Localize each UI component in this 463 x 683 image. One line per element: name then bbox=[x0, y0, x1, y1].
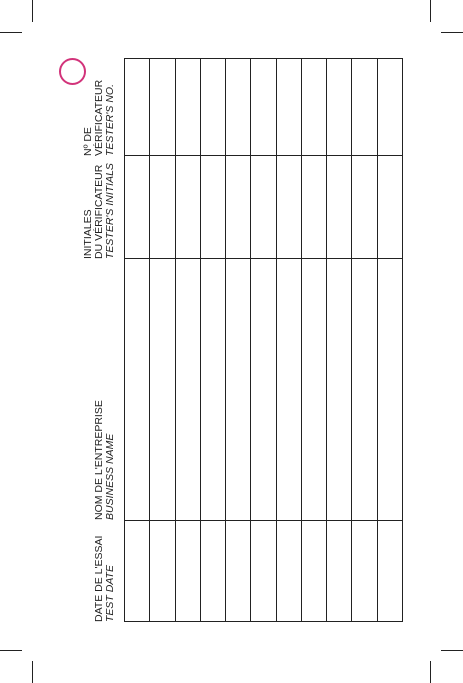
crop-mark-top-right-vertical bbox=[430, 0, 431, 22]
header-business-name-fr: NOM DE L'ENTREPRISE bbox=[93, 400, 105, 520]
header-tester-no-fr2: VÉRIFICATEUR bbox=[93, 79, 105, 156]
crop-mark-bottom-right-horizontal bbox=[441, 650, 463, 651]
header-tester-no-fr: Nº DE bbox=[82, 127, 94, 156]
crop-mark-top-left-horizontal bbox=[0, 32, 22, 33]
crop-mark-bottom-left-horizontal bbox=[0, 650, 22, 651]
header-tester-initials bbox=[83, 163, 116, 259]
header-tester-no-en: TESTER'S NO. bbox=[104, 83, 116, 156]
header-tester-initials-en: TESTER'S INITIALS bbox=[104, 163, 116, 259]
header-test-date-en: TEST DATE bbox=[104, 565, 116, 622]
crop-mark-top-left-vertical bbox=[32, 0, 33, 22]
header-business-name bbox=[94, 400, 116, 520]
crop-mark-bottom-left-vertical bbox=[32, 661, 33, 683]
pink-circle-marker bbox=[59, 58, 86, 85]
header-tester-no bbox=[83, 80, 116, 156]
crop-mark-bottom-right-vertical bbox=[430, 661, 431, 683]
crop-mark-top-right-horizontal bbox=[441, 32, 463, 33]
header-test-date-fr: DATE DE L'ESSAI bbox=[93, 535, 105, 622]
table-border bbox=[125, 59, 403, 622]
header-business-name-en: BUSINESS NAME bbox=[104, 433, 116, 520]
header-test-date bbox=[94, 536, 116, 622]
header-tester-initials-fr: INITIALES bbox=[82, 209, 94, 259]
test-log-table bbox=[124, 58, 403, 622]
header-tester-initials-fr2: DU VÉRIFICATEUR bbox=[93, 164, 105, 259]
